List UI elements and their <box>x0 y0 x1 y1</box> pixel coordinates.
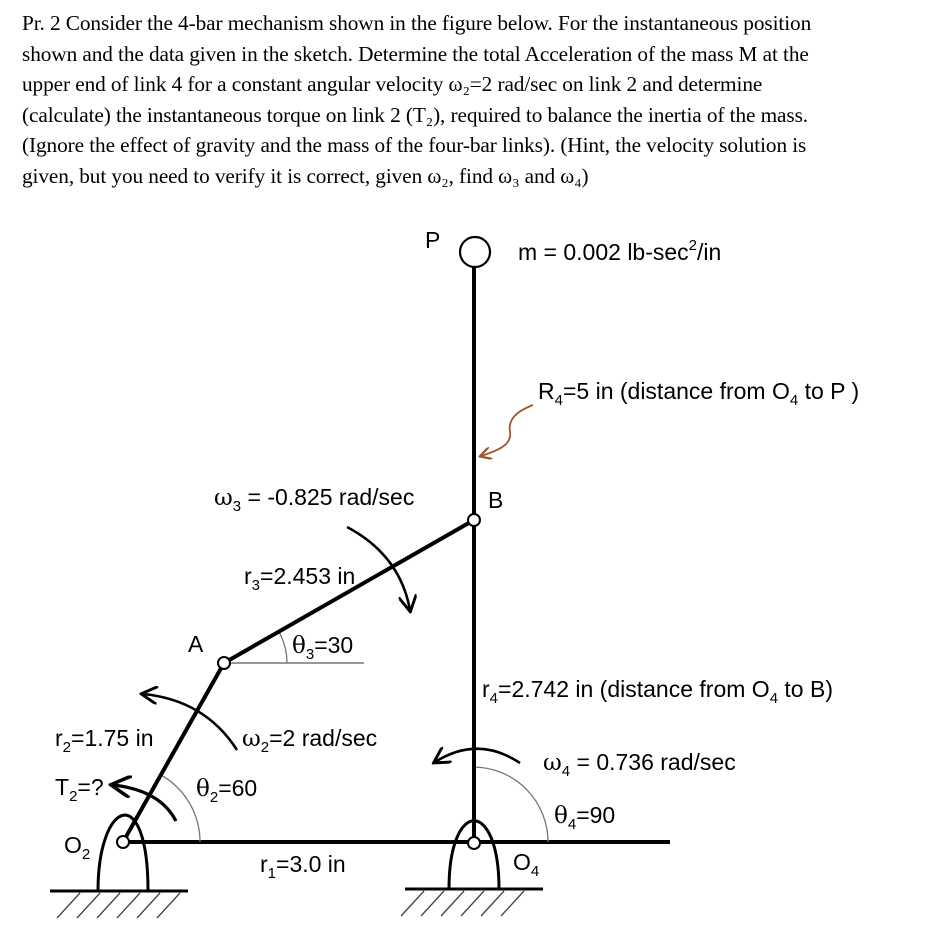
joint-p-mass <box>460 237 490 267</box>
joint-b <box>468 514 480 526</box>
label-mass: m = 0.002 $lb-\sec^2/in$ <box>518 237 722 265</box>
label-r1: $r_1=3.0$ in <box>260 851 346 882</box>
theta4-angle-arc <box>473 767 548 842</box>
problem-line: shown and the data given in the sketch. Determine the total Acceleration of the mass M at the <box>22 41 809 66</box>
theta3-angle-arc <box>279 632 287 663</box>
label-r4: $r_4=2.742$ in (distance from $O_4$ to B) <box>482 676 833 707</box>
label-omega3: $\omega_3 = -0.825$ rad/sec <box>214 484 415 515</box>
problem-line: (Ignore the effect of gravity and the mass of the four-bar links). (Hint, the velocity solution is <box>22 133 807 157</box>
label-b: B <box>488 487 504 513</box>
joint-a <box>218 657 230 669</box>
problem-line: Pr. 2 Consider the 4-bar mechanism shown in the figure below. For the instantaneous position <box>22 11 812 35</box>
ground-pedestal-o2 <box>50 815 188 918</box>
r4-annotation-arrow-icon <box>481 405 533 456</box>
problem-line: upper end of link 4 for a constant angular velocity ω₂=2 rad/sec on link 2 and determine <box>22 72 763 96</box>
label-r2: $r_2=1.75$ in <box>55 725 154 756</box>
label-theta4: $\theta_4=90$ <box>554 802 616 833</box>
problem-line: given, but you need to verify it is correct, given ω₂, find ω₃ and ω₄) <box>22 163 589 188</box>
label-omega2: $\omega_2=2$ rad/sec <box>242 725 378 756</box>
label-a: A <box>188 631 204 657</box>
label-o4: $O_4$ <box>513 849 540 880</box>
label-r4-length: $R_4=5$ in (distance from $O_4$ to P ) <box>538 378 860 409</box>
label-o2: $O_2$ <box>64 832 91 863</box>
label-omega4: $\omega_4 = 0.736$ rad/sec <box>543 749 736 780</box>
label-theta2: $\theta_2=60$ <box>196 775 258 806</box>
label-p: P <box>425 227 441 253</box>
label-r3: $r_3=2.453$ in <box>244 563 356 594</box>
label-theta3: $\theta_3=30$ <box>292 632 354 663</box>
label-t2: $T_2=$? <box>55 774 104 805</box>
omega3-arrow-icon <box>347 527 410 610</box>
joint-o4 <box>468 837 480 849</box>
joint-o2 <box>117 836 129 848</box>
problem-line: (calculate) the instantaneous torque on link 2 (T₂), required to balance the inertia of the mass. <box>22 102 809 127</box>
omega4-arrow-icon <box>435 749 520 763</box>
